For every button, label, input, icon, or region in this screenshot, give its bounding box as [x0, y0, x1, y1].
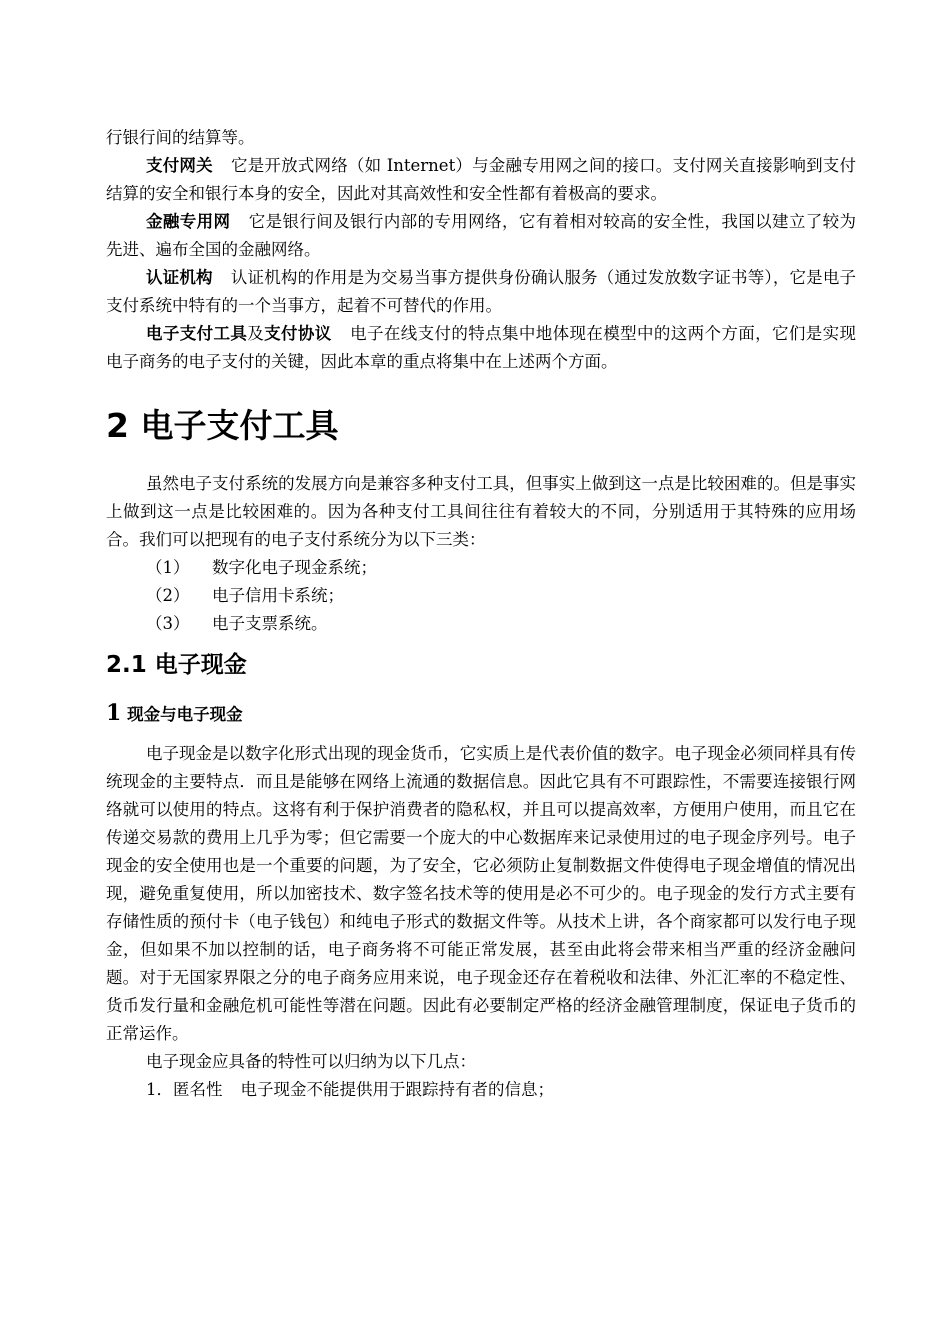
definition-certificate-authority	[106, 264, 856, 320]
features-intro: 电子现金应具备的特性可以归纳为以下几点：	[146, 1052, 476, 1071]
list-item	[106, 582, 856, 610]
section-paragraph: 虽然电子支付系统的发展方向是兼容多种支付工具，但事实上做到这一点是比较困难的。但是事实上做到这一点是比较困难的。因为各种支付工具间往往有着较大的不同，分别适用于其特殊的应用场合。我们可以把现有的电子支付系统分为以下三类：	[106, 474, 856, 549]
definition-payment-gateway	[106, 152, 856, 208]
subsection-heading: 2.1 电子现金	[106, 652, 247, 678]
list-item	[106, 554, 856, 582]
definition-term: 金融专用网	[146, 212, 231, 231]
definition-joiner: 及	[247, 324, 265, 343]
section-heading: 2 电子支付工具	[106, 406, 339, 445]
definition-text: 它是开放式网络（如 Internet）与金融专用网之间的接口。支付网关直接影响到支付结算的安全和银行本身的安全，因此对其高效性和安全性都有着极高的要求。	[106, 156, 857, 203]
definition-text: 电子在线支付的特点集中地体现在模型中的这两个方面，它们是实现电子商务的电子支付的关键，因此本章的重点将集中在上述两个方面。	[106, 324, 857, 371]
document-page	[106, 124, 856, 1104]
definition-term: 支付网关	[146, 156, 213, 175]
list-marker: （3）	[146, 614, 190, 633]
feature-item	[106, 1076, 856, 1104]
definition-financial-network	[106, 208, 856, 264]
continuation-text: 行银行间的结算等。	[106, 128, 255, 147]
definition-term: 支付协议	[264, 324, 332, 343]
list-text: 电子信用卡系统；	[212, 586, 344, 605]
feature-marker: 1．匿名性	[146, 1080, 223, 1099]
subsubsection-title: 现金与电子现金	[127, 705, 243, 724]
list-marker: （1）	[146, 558, 190, 577]
subsubsection-number: 1	[106, 700, 122, 726]
feature-text: 电子现金不能提供用于跟踪持有者的信息；	[240, 1080, 554, 1099]
list-text: 数字化电子现金系统；	[212, 558, 377, 577]
list-item	[106, 610, 856, 638]
definition-payment-tools-protocols	[106, 320, 856, 376]
payment-system-list	[106, 554, 856, 638]
list-marker: （2）	[146, 586, 190, 605]
definition-text: 认证机构的作用是为交易当事方提供身份确认服务（通过发放数字证书等），它是电子支付系统中特有的一个当事方，起着不可替代的作用。	[106, 268, 857, 315]
list-text: 电子支票系统。	[212, 614, 328, 633]
subsection-paragraph: 电子现金是以数字化形式出现的现金货币，它实质上是代表价值的数字。电子现金必须同样具有传统现金的主要特点．而且是能够在网络上流通的数据信息。因此它具有不可跟踪性，不需要连接银行网络就可以使用的特点。这将有利于保护消费者的隐私权，并且可以提高效率，方便用户使用，而且它在传递交易款的费用上几乎为零；但它需要一个庞大的中心数据库来记录使用过的电子现金序列号。电子现金的安全使用也是一个重要的问题，为了安全，它必须防止复制数据文件使得电子现金增值的情况出现，避免重复使用，所以加密技术、数字签名技术等的使用是必不可少的。电子现金的发行方式主要有存储性质的预付卡（电子钱包）和纯电子形式的数据文件等。从技术上讲，各个商家都可以发行电子现金，但如果不加以控制的话，电子商务将不可能正常发展，甚至由此将会带来相当严重的经济金融问题。对于无国家界限之分的电子商务应用来说，电子现金还存在着税收和法律、外汇汇率的不稳定性、货币发行量和金融危机可能性等潜在问题。因此有必要制定严格的经济金融管理制度，保证电子货币的正常运作。	[106, 744, 856, 1043]
definition-term: 电子支付工具	[146, 324, 248, 343]
definition-term: 认证机构	[146, 268, 213, 287]
subsubsection-heading	[106, 696, 856, 732]
definition-text: 它是银行间及银行内部的专用网络，它有着相对较高的安全性，我国以建立了较为先进、遍布全国的金融网络。	[106, 212, 857, 259]
